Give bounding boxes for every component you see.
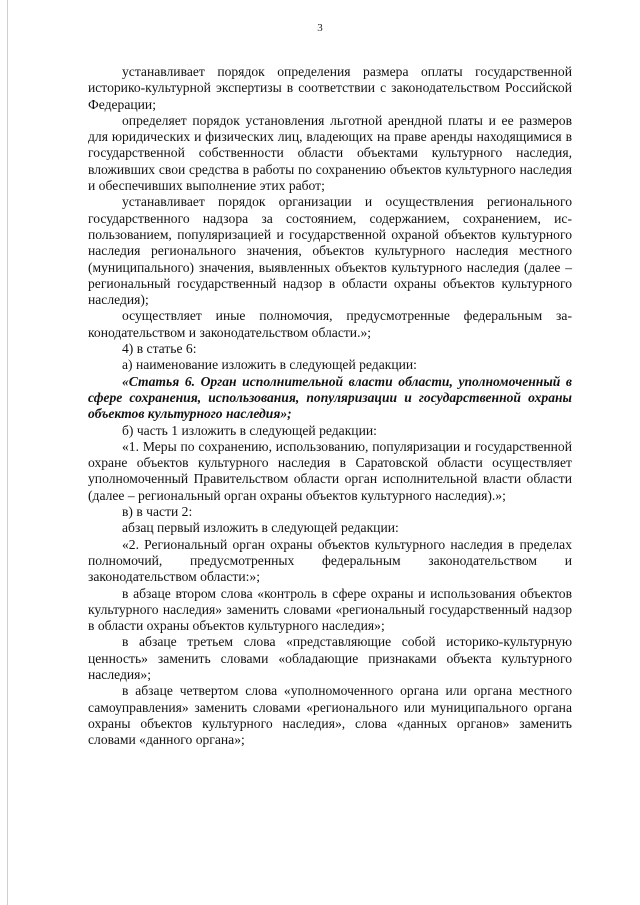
paragraph: устанавливает порядок определения размера оплаты государственной историко-культурной экспертизы в соответствии с законодательством Российской Федерации; [88,64,572,112]
paragraph: в абзаце третьем слова «представляющие собой историко-культурную ценность» заменить словами «обладающие признаками объекта культурного наследия»; [88,634,572,682]
page-number: 3 [317,22,323,34]
paragraph: в абзаце втором слова «контроль в сфере охраны и использования объектов культурного наследия» заменить словами «региональный государственный надзор в области охраны объектов культурного наследия»; [88,585,572,634]
paragraph: в) в части 2: [122,504,193,520]
paragraph: а) наименование изложить в следующей редакции: [122,357,417,373]
document-body [88,64,572,748]
article-heading: «Статья 6. Орган исполнительной власти области, уполномоченный в сфере сохранения, использования, популяризации и государственной охраны объектов культурного наследия»; [88,373,572,422]
paragraph: «2. Региональный орган охраны объектов культурного наследия в пределах полномочий, предусмотренных федеральным законодательством и законодательством области:»; [88,536,572,585]
paragraph: определяет порядок установления льготной арендной платы и ее размеров для юридических и физических лиц, владеющих на праве аренды находящимися в государственной собственности области объектами культурного наследия, вложивших свои средства в работы по сохранению объектов культурного наследия и обеспечивших выполнение этих работ; [88,112,572,194]
scan-edge-line [7,0,8,905]
paragraph: устанавливает порядок организации и осуществления регионального государственного надзора за состоянием, содержанием, сохранением, использованием, популяризацией и государственной охраной объектов культурного наследия регионального значения, объектов культурного наследия местного (муниципального) значения, выявленных объектов культурного наследия (далее – региональный государственный надзор в области охраны объектов культурного наследия); [88,194,572,308]
paragraph: абзац первый изложить в следующей редакции: [122,520,399,536]
paragraph: осуществляет иные полномочия, предусмотренные федеральным законодательством и законодательством области.»; [88,308,572,340]
paragraph: «1. Меры по сохранению, использованию, популяризации и государственной охране объектов культурного наследия в Саратовской области осуществляет уполномоченный Правительством области орган исполнительной власти области (далее – региональный орган охраны объектов культурного наследия).»; [88,438,572,503]
paragraph: 4) в статье 6: [122,341,197,357]
paragraph: в абзаце четвертом слова «уполномоченного органа или органа местного самоуправления» заменить словами «регионального или муниципального органа охраны объектов культурного наследия», слова «данных органов» заменить словами «данного органа»; [88,683,572,748]
paragraph: б) часть 1 изложить в следующей редакции: [122,422,377,438]
